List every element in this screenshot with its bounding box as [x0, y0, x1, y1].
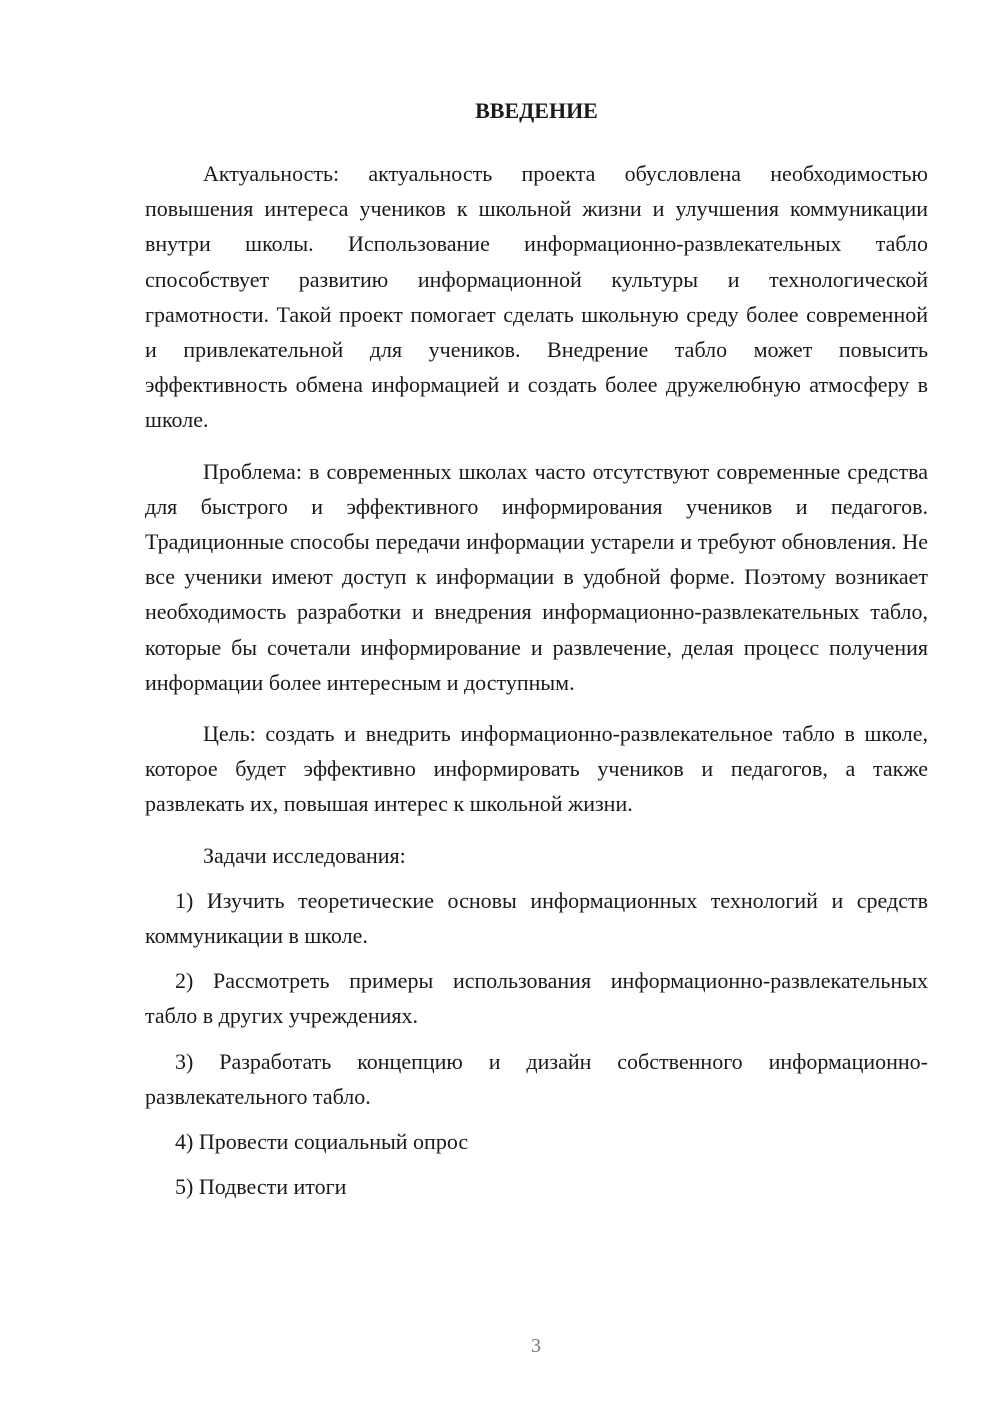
relevance-paragraph: Актуальность: актуальность проекта обусловлена необходимостью повышения интереса учеников к школьной жизни и улучшения коммуникации внутри школы. Использование информационно-развлекательных табло способствует развитию информационной культуры и технологической грамотности. Такой проект помогает сделать школьную среду более современной и привлекательной для учеников. Внедрение табло может повысить эффективность обмена информацией и создать более дружелюбную атмосферу в школе. [145, 161, 928, 433]
list-item: 1) Изучить теоретические основы информационных технологий и средств коммуникации в школе. [145, 887, 928, 949]
tasks-heading: Задачи исследования: [203, 842, 406, 868]
page-content [145, 96, 928, 1204]
page-number: 3 [531, 1335, 541, 1357]
section-title: ВВЕДЕНИЕ [475, 98, 598, 123]
list-item: 2) Рассмотреть примеры использования информационно-развлекательных табло в других учреждениях. [145, 968, 928, 1029]
list-item: 5) Подвести итоги [175, 1174, 347, 1200]
goal-paragraph: Цель: создать и внедрить информационно-развлекательное табло в школе, которое будет эффективно информировать учеников и педагогов, а также развлекать их, повышая интерес к школьной жизни. [145, 721, 928, 817]
list-item: 4) Провести социальный опрос [175, 1129, 469, 1155]
tasks-list [145, 883, 928, 1205]
list-item: 3) Разработать концепцию и дизайн собственного информационно-развлекательного табло. [145, 1048, 928, 1109]
problem-paragraph: Проблема: в современных школах часто отсутствуют современные средства для быстрого и эффективного информирования учеников и педагогов. Традиционные способы передачи информации устарели и требуют обновления. Не все ученики имеют доступ к информации в удобной форме. Поэтому возникает необходимость разработки и внедрения информационно-развлекательных табло, которые бы сочетали информирование и развлечение, делая процесс получения информации более интересным и доступным. [145, 458, 928, 695]
